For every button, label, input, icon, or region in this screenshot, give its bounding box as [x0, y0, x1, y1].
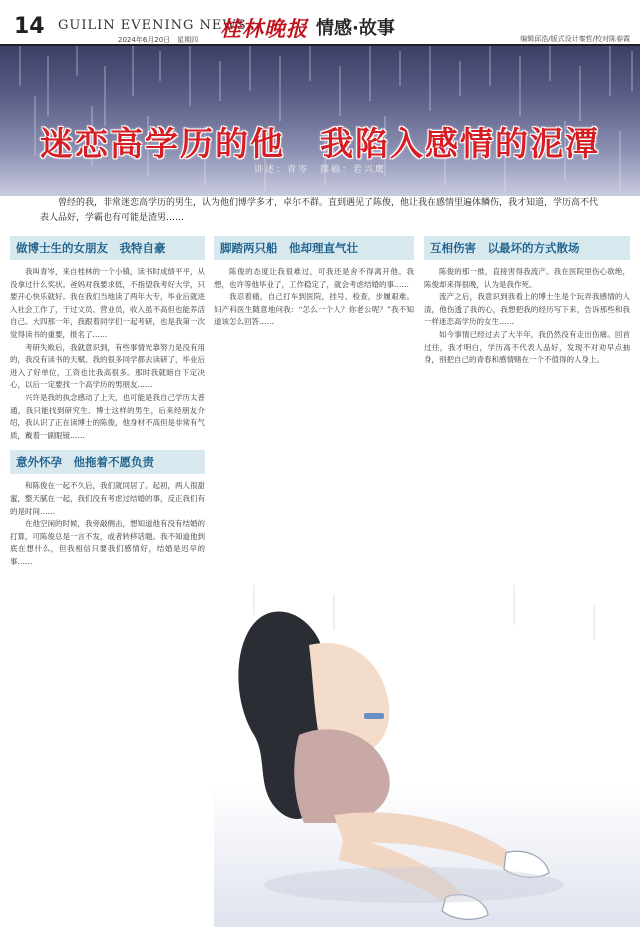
paragraph: 我叫青岑，来自桂林的一个小镇，读书时成绩平平，从没拿过什么奖状。爸妈对我要求低，不指望我考好大学，只要开心快乐就好。我在我们当地读了两年大专，毕业后就进入社会工作了，干过文员、营业员，收入虽不高但也能养活自己。大四那一年，我跟着同学们一起考研，也是我第一次觉得读书的重要，报名了……	[10, 267, 205, 339]
paragraph: 在他空闲的时候，我旁敲侧击，想知道他有没有结婚的打算，可陈俊总是一言不发，或者转移话题。我不知道他到底在想什么，但我相信只要我们感情好，结婚是迟早的事……	[10, 519, 205, 566]
paragraph: 陈俊的那一推，直接害得我流产。我在医院里伤心欲绝，陈俊却来得很晚，认为是我作死。	[424, 267, 630, 289]
paragraph: 考研失败后，我就意识到，有些事情光靠努力是没有用的，我没有读书的天赋。我的很多同学都去读研了，毕业后进入了好单位，工资也比我高很多。那时我就暗自下定决心，以后一定要找一个高学历的男朋友……	[10, 342, 205, 390]
column-1	[10, 228, 205, 568]
article-headline: 迷恋高学历的他 我陷入感情的泥潭	[40, 124, 600, 163]
subheading-3: 脚踏两只船 他却理直气壮	[214, 236, 414, 260]
paragraph: 兴许是我的执念感动了上天，也可能是我自己学历太普通，我只能找到研究生、博士这样的男生，后来经朋友介绍，我认识了正在读博士的陈俊，他身材不高但是非常有气质，戴着一副眼镜……	[10, 392, 205, 440]
paper-name: GUILIN EVENING NEWS	[58, 18, 247, 33]
section-title: 情感·故事	[316, 18, 395, 39]
paragraph: 陈俊的态度让我很难过，可我还是舍不得离开他。我想，也许等他毕业了，工作稳定了，就会考虑结婚的事……	[214, 267, 414, 289]
subheading-1: 做博士生的女朋友 我特自豪	[10, 236, 205, 260]
editor-credits: 编辑邱浩/版式设计秦哲/校对陈春霞	[520, 35, 630, 43]
issue-date: 2024年6月20日 星期四	[118, 36, 199, 44]
column-3	[424, 228, 630, 367]
paragraph: 我忍着痛，自己打车到医院，挂号、检查，步履艰难。妇产科医生随意地问我：“怎么一个人？你老公呢？”我不知道该怎么回答……	[214, 292, 414, 327]
byline: 讲述：青岑 撰稿：若兴鹰	[253, 165, 386, 175]
page-number: 14	[14, 14, 45, 39]
subheading-2: 意外怀孕 他拖着不愿负责	[10, 450, 205, 474]
sad-woman-illustration	[214, 585, 640, 927]
paragraph: 和陈俊在一起不久后，我们就同居了。起初，两人很甜蜜，整天腻在一起，我们没有考虑过结婚的事，反正我们有的是时间……	[10, 481, 205, 516]
paragraph: 流产之后，我意识到我看上的博士生是个玩弄我感情的人渣，他伤透了我的心，我想把我的经历写下来，告诉那些和我一样迷恋高学历的女生……	[424, 292, 630, 327]
column-2	[214, 228, 414, 329]
intro-text: 曾经的我，非常迷恋高学历的男生，认为他们博学多才，卓尔不群。直到遇见了陈俊，他让我在感情里遍体鳞伤，我才知道，学历高不代表人品好，学霸也有可能是渣男……	[40, 198, 599, 223]
paragraph: 如今事情已经过去了大半年，我仍然没有走出伤痛。回首过往，我才明白，学历高不代表人品好，发现不对劝早点抽身，别把自己的青春和感情赌在一个不值得的人身上。	[424, 329, 630, 365]
paper-logo: 桂林晚报	[220, 16, 308, 41]
subheading-4: 互相伤害 以最坏的方式散场	[424, 236, 630, 260]
masthead	[0, 0, 640, 46]
